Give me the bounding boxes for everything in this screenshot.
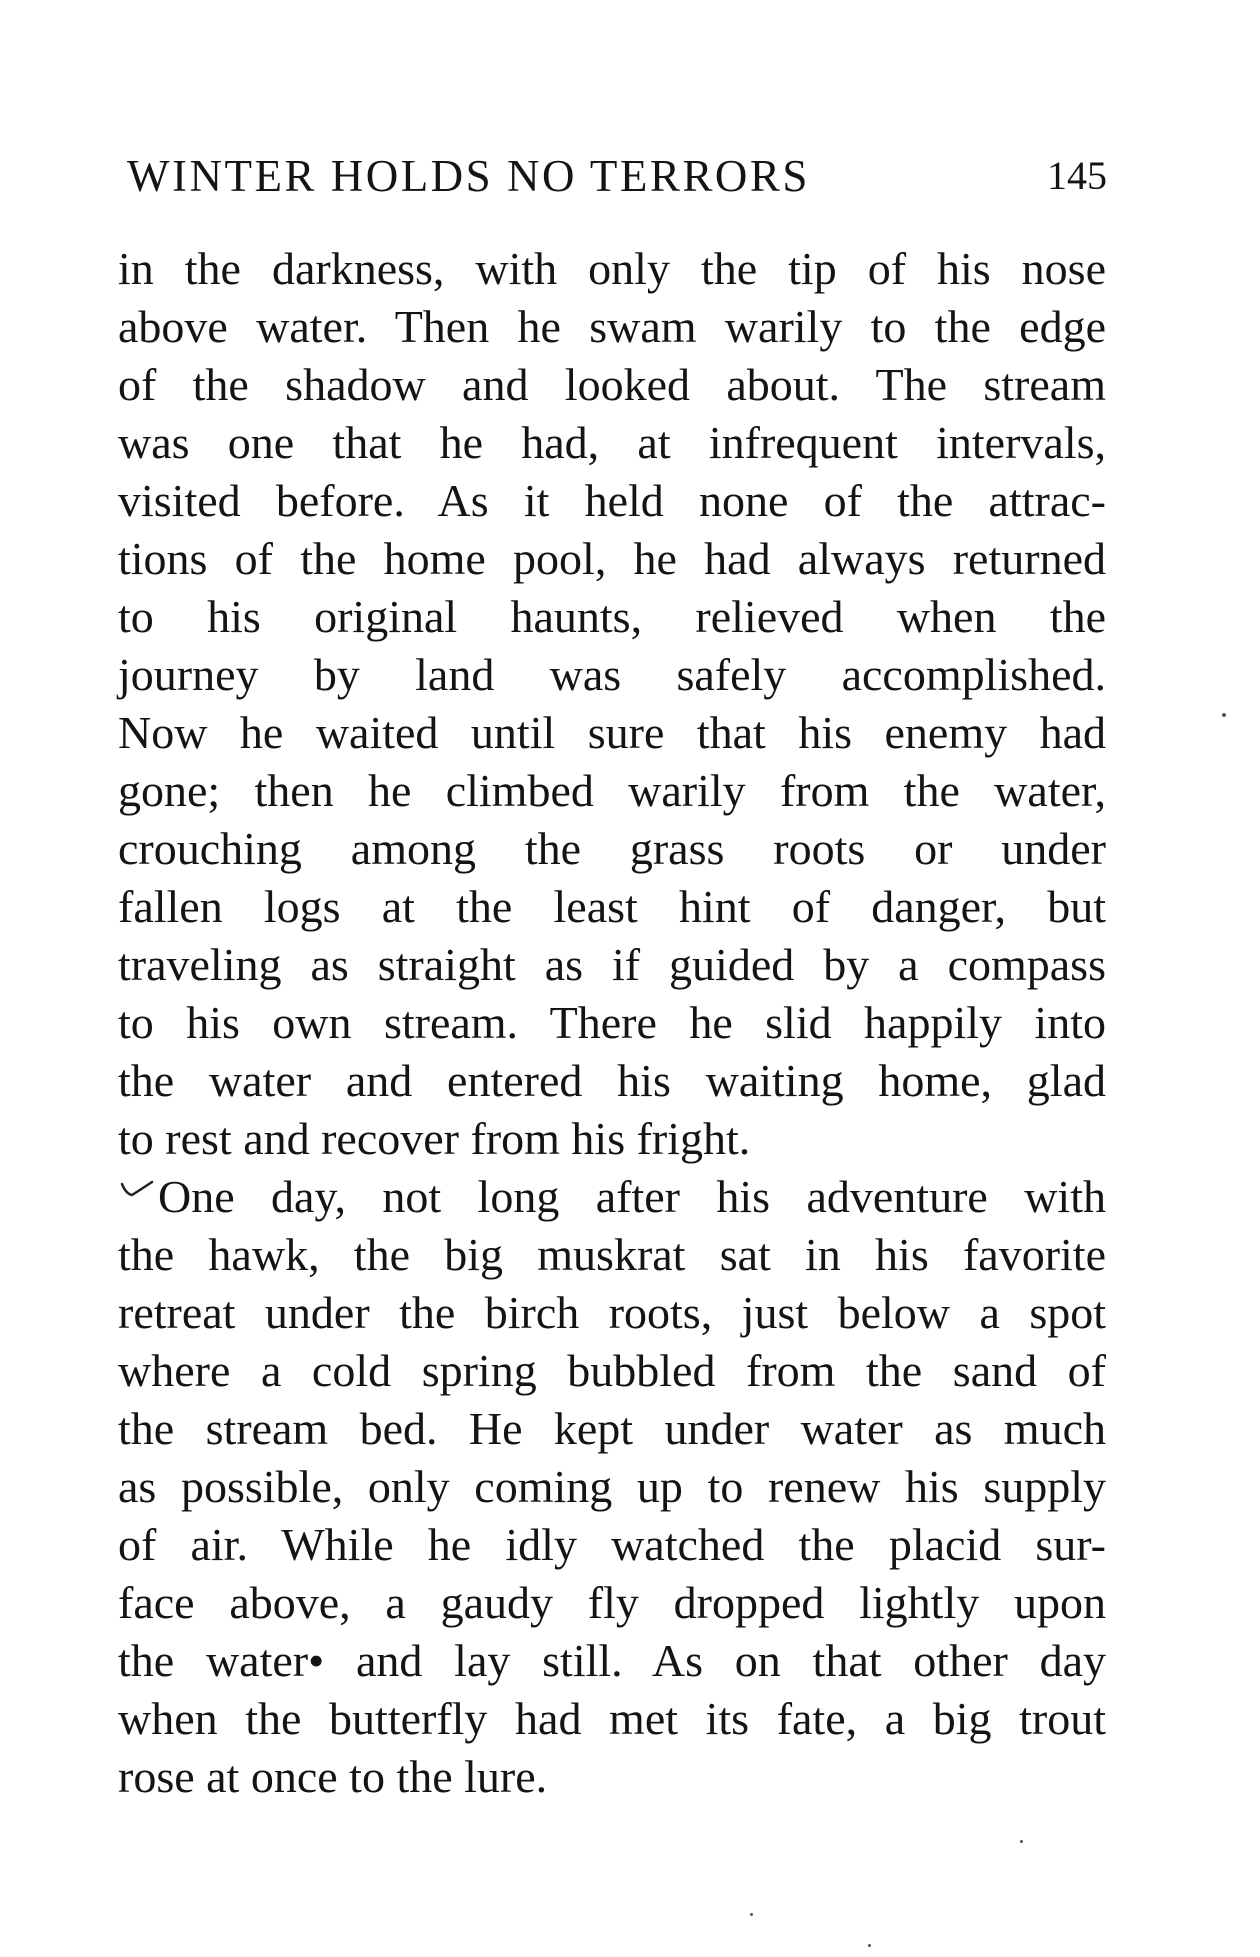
text-line: rose at once to the lure. — [118, 1751, 548, 1802]
text-line: was one that he had, at infrequent intervals, — [118, 417, 1106, 468]
body-text — [118, 240, 1106, 1806]
text-line: One day, not long after his adventure with — [158, 1171, 1106, 1222]
text-line: of air. While he idly watched the placid sur- — [118, 1519, 1106, 1570]
text-line: the stream bed. He kept under water as much — [118, 1403, 1106, 1454]
text-line: journey by land was safely accomplished. — [118, 649, 1106, 700]
text-line: the water and entered his waiting home, glad — [118, 1055, 1106, 1106]
page-number: 145 — [1047, 153, 1107, 198]
text-line: in the darkness, with only the tip of his nose — [118, 243, 1106, 294]
text-line: as possible, only coming up to renew his supply — [118, 1461, 1106, 1512]
text-line: the water• and lay still. As on that other day — [118, 1635, 1106, 1686]
print-speck — [1020, 1840, 1023, 1843]
text-line: above water. Then he swam warily to the edge — [118, 301, 1106, 352]
running-title: WINTER HOLDS NO TERRORS — [127, 151, 810, 201]
text-line: retreat under the birch roots, just below a spot — [118, 1287, 1106, 1338]
text-line: Now he waited until sure that his enemy had — [118, 707, 1106, 758]
print-speck — [868, 1944, 871, 1947]
text-line: to his own stream. There he slid happily into — [118, 997, 1106, 1048]
print-speck — [750, 1913, 753, 1916]
text-line: face above, a gaudy fly dropped lightly upon — [118, 1577, 1106, 1628]
paragraph-first-line — [118, 1168, 1106, 1226]
page-header — [127, 146, 1107, 206]
text-line: the hawk, the big muskrat sat in his favorite — [118, 1229, 1106, 1280]
text-line: to his original haunts, relieved when the — [118, 591, 1106, 642]
text-line: where a cold spring bubbled from the sand of — [118, 1345, 1106, 1396]
text-line: fallen logs at the least hint of danger, but — [118, 881, 1106, 932]
text-line: when the butterfly had met its fate, a big trout — [118, 1693, 1106, 1744]
text-line: crouching among the grass roots or under — [118, 823, 1106, 874]
text-line: traveling as straight as if guided by a compass — [118, 939, 1106, 990]
text-line: tions of the home pool, he had always returned — [118, 533, 1106, 584]
text-line: visited before. As it held none of the attrac- — [118, 475, 1106, 526]
print-speck — [1222, 713, 1226, 717]
text-line: to rest and recover from his fright. — [118, 1113, 751, 1164]
check-mark-icon — [118, 1168, 158, 1198]
text-line: gone; then he climbed warily from the water, — [118, 765, 1106, 816]
text-line: of the shadow and looked about. The stream — [118, 359, 1106, 410]
